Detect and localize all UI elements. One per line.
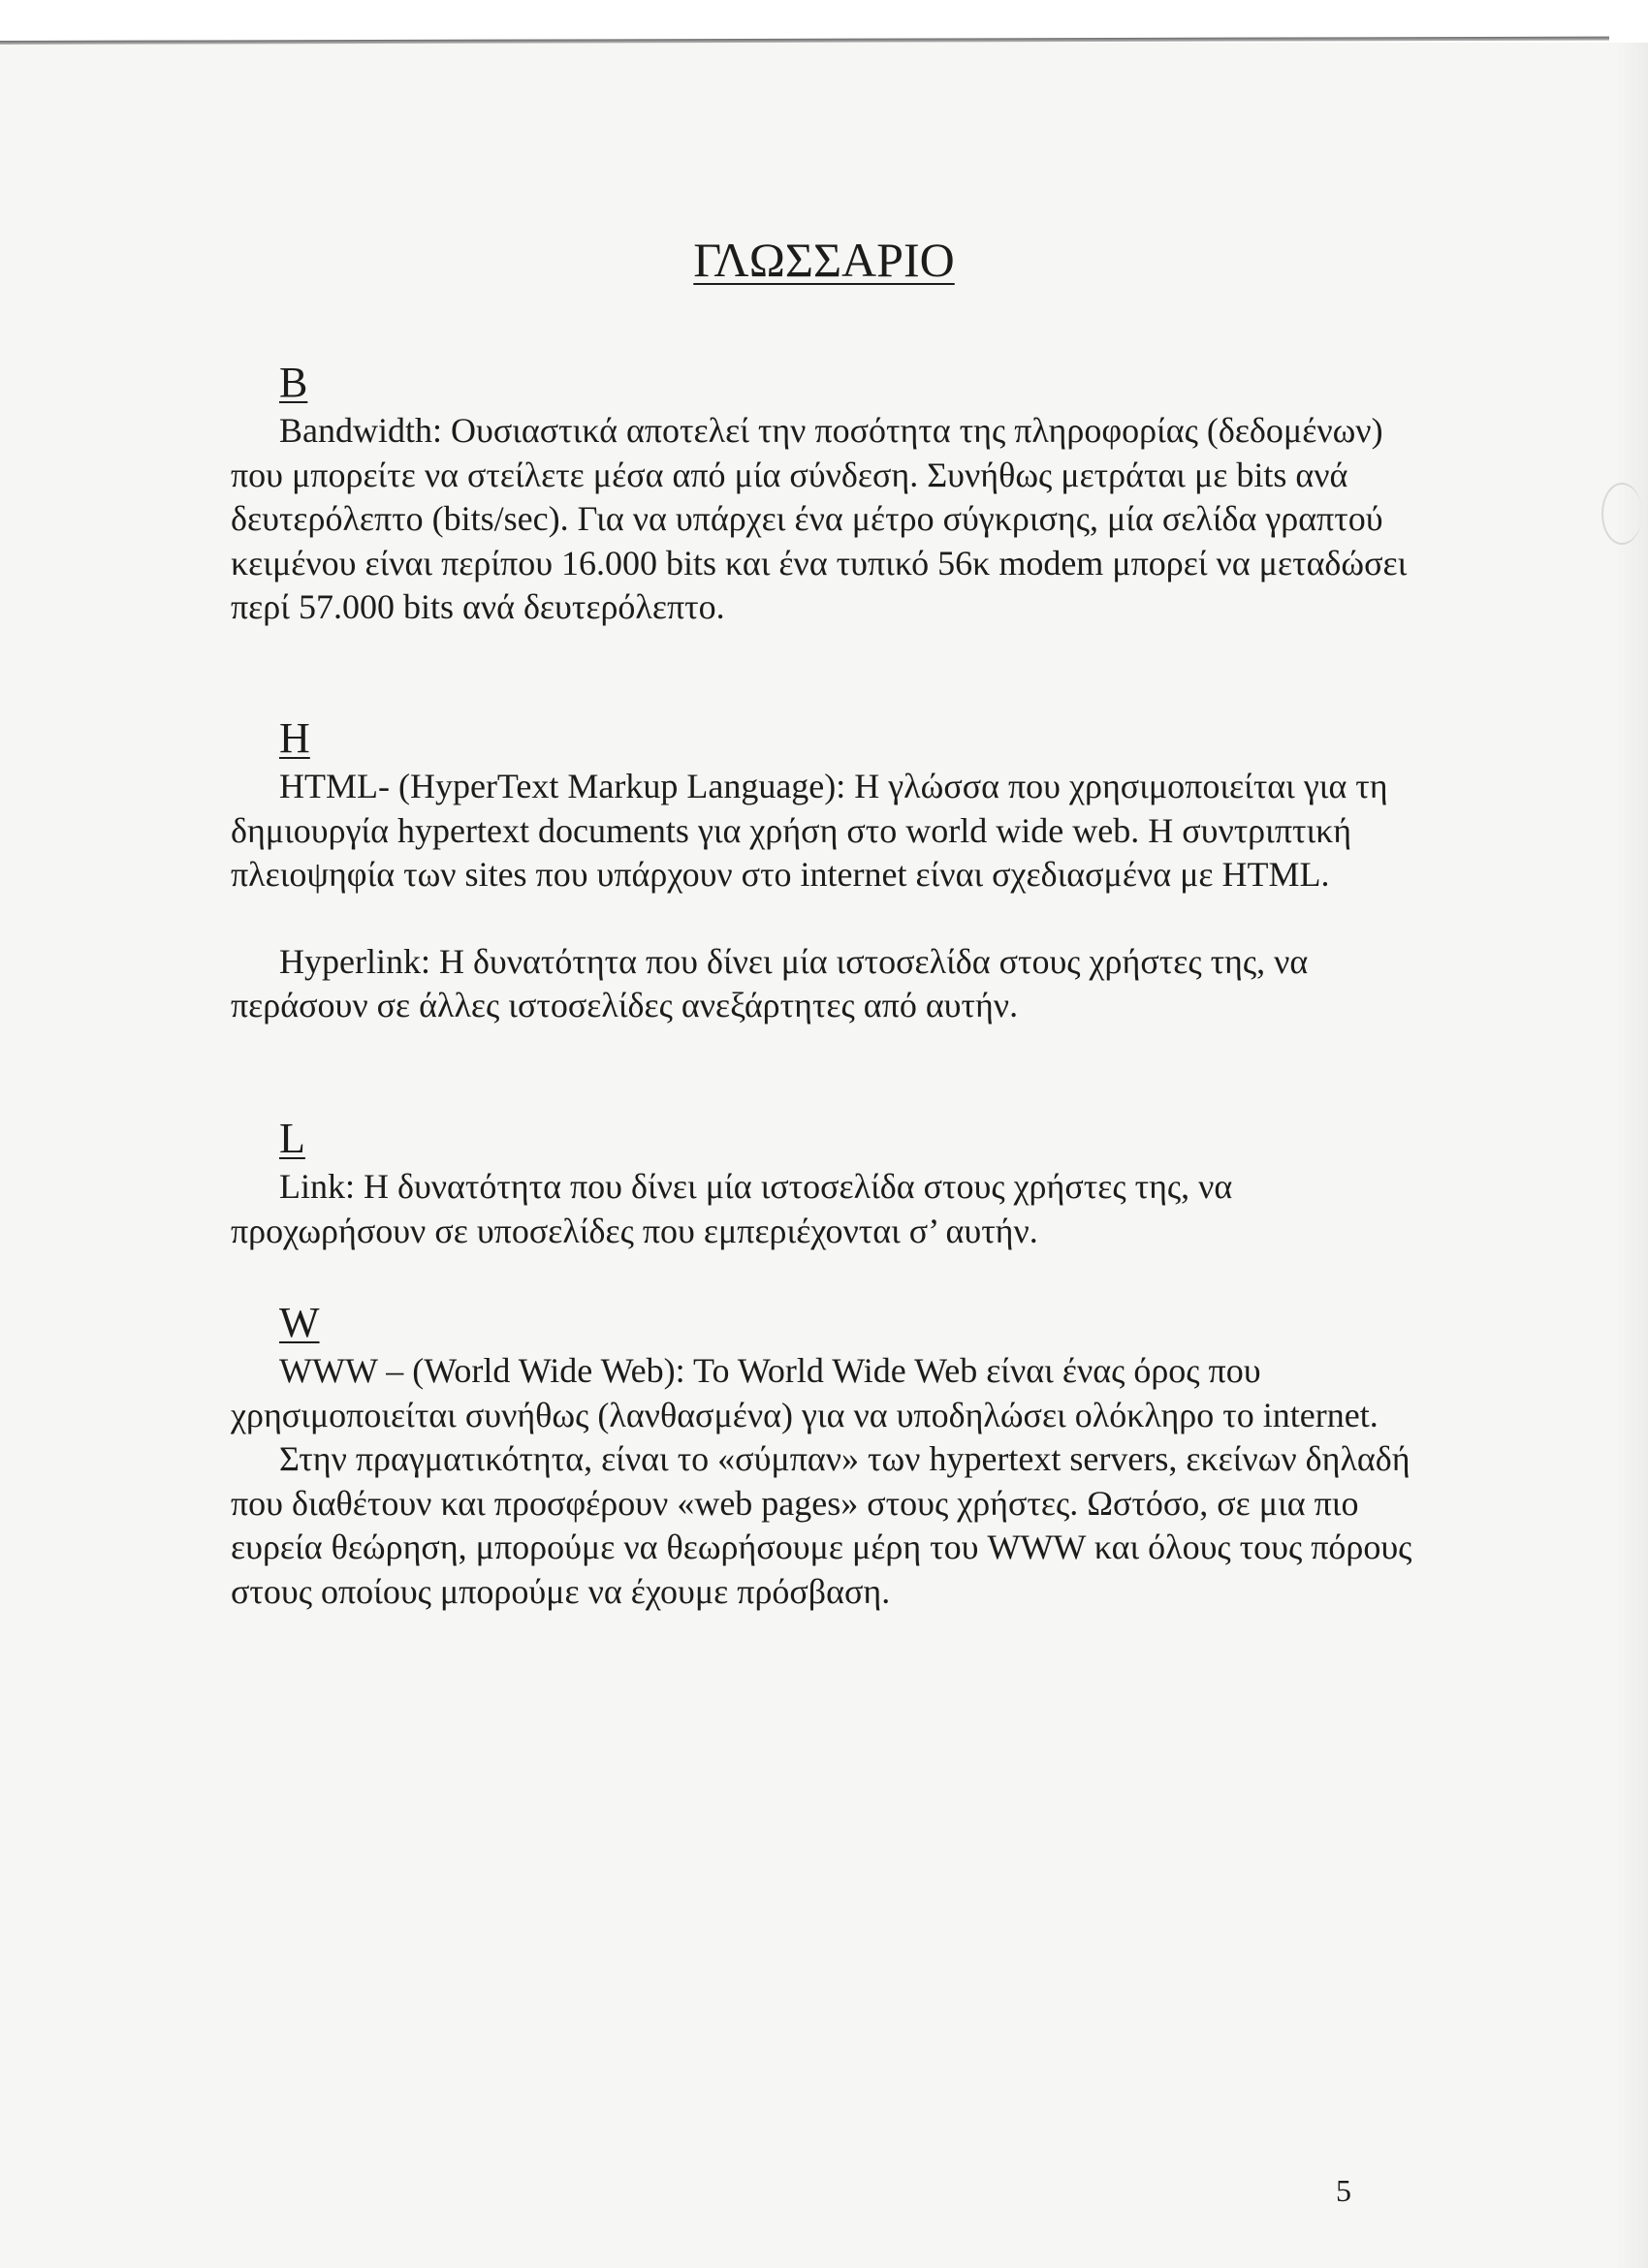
glossary-section-l xyxy=(231,1113,1423,1253)
section-letter-l: L xyxy=(279,1115,305,1162)
scan-right-margin xyxy=(1615,43,1648,2268)
glossary-entry-bandwidth: Bandwidth: Ουσιαστικά αποτελεί την ποσότητα της πληροφορίας (δεδομένων) που μπορείτε να στείλετε μέσα από μία σύνδεση. Συνήθως μετράται με bits ανά δευτερόλεπτο (bits/sec). Για να υπάρχει ένα μέτρο σύγκρισης, μία σελίδα γραπτού κειμένου είναι περίπου 16.000 bits και ένα τυπικό 56κ modem μπορεί να μεταδώσει περί 57.000 bits ανά δευτερόλεπτο. xyxy=(231,411,1408,626)
punch-hole-mark xyxy=(1601,483,1642,545)
page-number: 5 xyxy=(1336,2173,1351,2208)
glossary-entry-html: HTML- (HyperText Markup Language): Η γλώσσα που χρησιμοποιείται για τη δημιουργία hypertext documents για χρήση στο world wide web. Η συντριπτική πλειοψηφία των sites που υπάρχουν στο internet είναι σχεδιασμένα με HTML. xyxy=(231,767,1388,894)
glossary-entry-link: Link: Η δυνατότητα που δίνει μία ιστοσελίδα στους χρήστες της, να προχωρήσουν σε υποσελίδες που εμπεριέχονται σ’ αυτήν. xyxy=(231,1167,1233,1250)
glossary-entry-hyperlink: Hyperlink: Η δυνατότητα που δίνει μία ιστοσελίδα στους χρήστες της, να περάσουν σε άλλες ιστοσελίδες ανεξάρτητες από αυτήν. xyxy=(231,941,1309,1024)
glossary-section-h xyxy=(231,712,1423,1028)
section-letter-b: B xyxy=(279,359,308,406)
page-title-text: ΓΛΩΣΣΑΡΙΟ xyxy=(693,233,955,287)
page-title xyxy=(0,231,1648,289)
glossary-section-b xyxy=(231,357,1423,630)
section-letter-h: H xyxy=(279,714,310,762)
glossary-entry-www: WWW – (World Wide Web): To World Wide Web είναι ένας όρος που χρησιμοποιείται συνήθως (λανθασμένα) για να υποδηλώσει ολόκληρο το internet. xyxy=(231,1351,1379,1434)
glossary-entry-www-continued: Στην πραγματικότητα, είναι το «σύμπαν» των hypertext servers, εκείνων δηλαδή που διαθέτουν και προσφέρουν «web pages» στους χρήστες. Ωστόσο, σε μια πιο ευρεία θεώρηση, μπορούμε να θεωρήσουμε μέρη του WWW και όλους τους πόρους στους οποίους μπορούμε να έχουμε πρόσβαση. xyxy=(231,1439,1412,1611)
glossary-section-w xyxy=(231,1297,1423,1614)
section-letter-w: W xyxy=(279,1299,320,1346)
